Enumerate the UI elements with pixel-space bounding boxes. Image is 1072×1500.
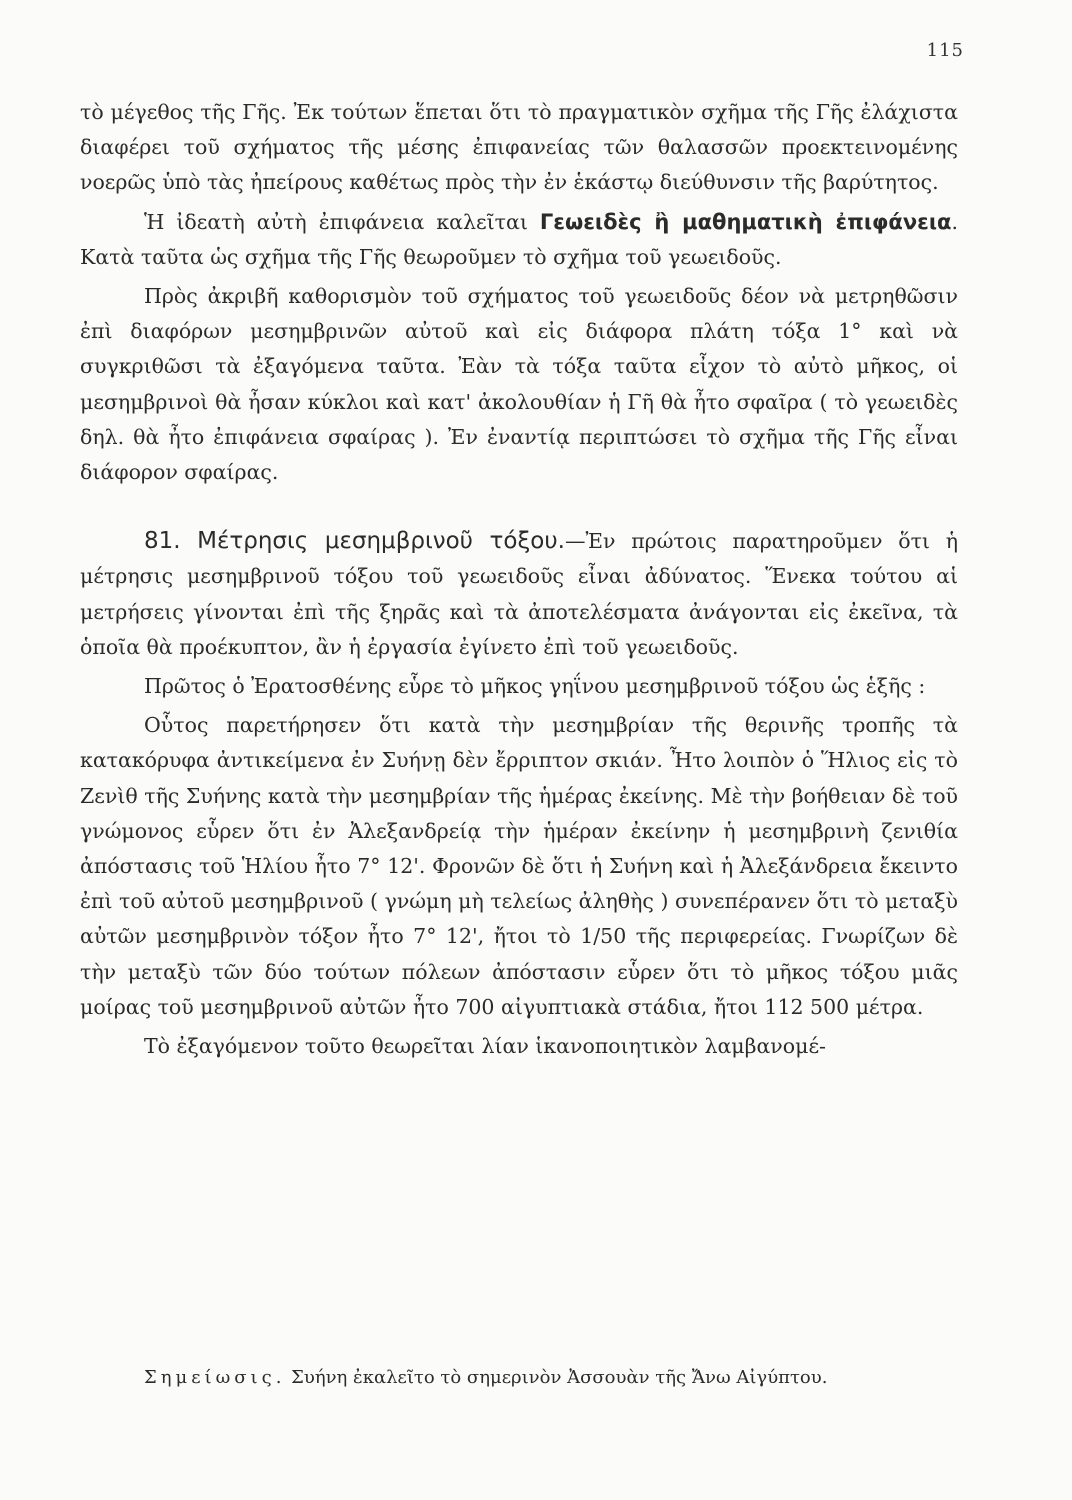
paragraph-geoid-shape: τὸ μέγεθος τῆς Γῆς. Ἐκ τούτων ἕπεται ὅτι τὸ πραγματικὸν σχῆμα τῆς Γῆς ἐλάχιστα διαφέρει τοῦ σχήματος τῆς μέσης ἐπιφανείας τῶν θαλασσῶν προεκτεινομένης νοερῶς ὑπὸ τὰς ἠπείρους καθέτως πρὸς τὴν ἐν ἑκάστῳ διεύθυνσιν τῆς βαρύτητος.	[80, 100, 958, 195]
body-text	[80, 95, 958, 1064]
section-intro-text: —Ἐν πρώτοις παρατηροῦμεν ὅτι ἡ μέτρησις μεσημβρινοῦ τόξου τοῦ γεωειδοῦς εἶναι ἀδύνατος. Ἕνεκα τούτου αἱ μετρήσεις γίνονται ἐπὶ τῆς ξηρᾶς καὶ τὰ ἀποτελέσματα ἀνάγονται εἰς ἐκεῖνα, τὰ ὁποῖα θὰ προέκυπτον, ἂν ἡ ἐργασία ἐγίνετο ἐπὶ τοῦ γεωειδοῦς.	[80, 529, 959, 659]
footnote-text: Συήνη ἐκαλεῖτο τὸ σημερινὸν Ἀσσουὰν τῆς Ἄνω Αἰγύπτου.	[285, 1367, 828, 1388]
paragraph-text-end: . Κατὰ ταῦτα ὡς σχῆμα τῆς Γῆς θεωροῦμεν τὸ σχῆμα τοῦ γεωειδοῦς.	[80, 209, 958, 269]
page-number: 115	[926, 40, 964, 61]
paragraph-text-start: Ἡ ἰδεατὴ αὐτὴ ἐπιφάνεια καλεῖται	[144, 209, 540, 234]
paragraph-geoid-definition	[80, 205, 958, 275]
paragraph-meridian-arcs: Πρὸς ἀκριβῆ καθορισμὸν τοῦ σχήματος τοῦ γεωειδοῦς δέον νὰ μετρηθῶσιν ἐπὶ διαφόρων μεσημβρινῶν αὐτοῦ καὶ εἰς διάφορα πλάτη τόξα 1° καὶ νὰ συγκριθῶσι τὰ ἐξαγόμενα ταῦτα. Ἐὰν τὰ τόξα ταῦτα εἶχον τὸ αὐτὸ μῆκος, οἱ μεσημβρινοὶ θὰ ἦσαν κύκλοι καὶ κατ' ἀκολουθίαν ἡ Γῆ θὰ ἦτο σφαῖρα ( τὸ γεωειδὲς δηλ. θὰ ἦτο ἐπιφάνεια σφαίρας ). Ἐν ἐναντίᾳ περιπτώσει τὸ σχῆμα τῆς Γῆς εἶναι διάφορον σφαίρας.	[80, 284, 958, 485]
paragraph-eratosthenes-method: Οὗτος παρετήρησεν ὅτι κατὰ τὴν μεσημβρίαν τῆς θερινῆς τροπῆς τὰ κατακόρυφα ἀντικείμενα ἐν Συήνῃ δὲν ἔρριπτον σκιάν. Ἦτο λοιπὸν ὁ Ἥλιος εἰς τὸ Ζενὶθ τῆς Συήνης κατὰ τὴν μεσημβρίαν τῆς ἡμέρας ἐκείνης. Μὲ τὴν βοήθειαν δὲ τοῦ γνώμονος εὗρεν ὅτι ἐν Ἀλεξανδρείᾳ τὴν ἡμέραν ἐκείνην ἡ μεσημβρινὴ ζενιθία ἀπόστασις τοῦ Ἡλίου ἦτο 7° 12'. Φρονῶν δὲ ὅτι ἡ Συήνη καὶ ἡ Ἀλεξάνδρεια ἔκειντο ἐπὶ τοῦ αὐτοῦ μεσημβρινοῦ ( γνώμη μὴ τελείως ἀληθὴς ) συνεπέρανεν ὅτι τὸ μεταξὺ αὐτῶν μεσημβρινὸν τόξον ἦτο 7° 12', ἤτοι τὸ 1/50 τῆς περιφερείας. Γνωρίζων δὲ τὴν μεταξὺ τῶν δύο τούτων πόλεων ἀπόστασιν εὗρεν ὅτι τὸ μῆκος τόξου μιᾶς μοίρας τοῦ μεσημβρινοῦ αὐτῶν ἦτο 700 αἰγυπτιακὰ στάδια, ἤτοι 112 500 μέτρα.	[80, 713, 958, 1019]
term-geoid: Γεωειδὲς ἢ μαθηματικὴ ἐπιφάνεια	[539, 209, 952, 234]
section-heading: 81. Μέτρησις μεσημβρινοῦ τόξου.	[144, 528, 565, 555]
paragraph-eratosthenes-intro: Πρῶτος ὁ Ἐρατοσθένης εὗρε τὸ μῆκος γηΐνου μεσημβρινοῦ τόξου ὡς ἑξῆς :	[144, 674, 926, 699]
paragraph-result: Τὸ ἐξαγόμενον τοῦτο θεωρεῖται λίαν ἱκανοποιητικὸν λαμβανομέ-	[144, 1034, 826, 1059]
footnote	[80, 1360, 958, 1396]
paragraph-section-81	[80, 524, 958, 665]
footnote-label: Σημείωσις.	[144, 1367, 286, 1388]
